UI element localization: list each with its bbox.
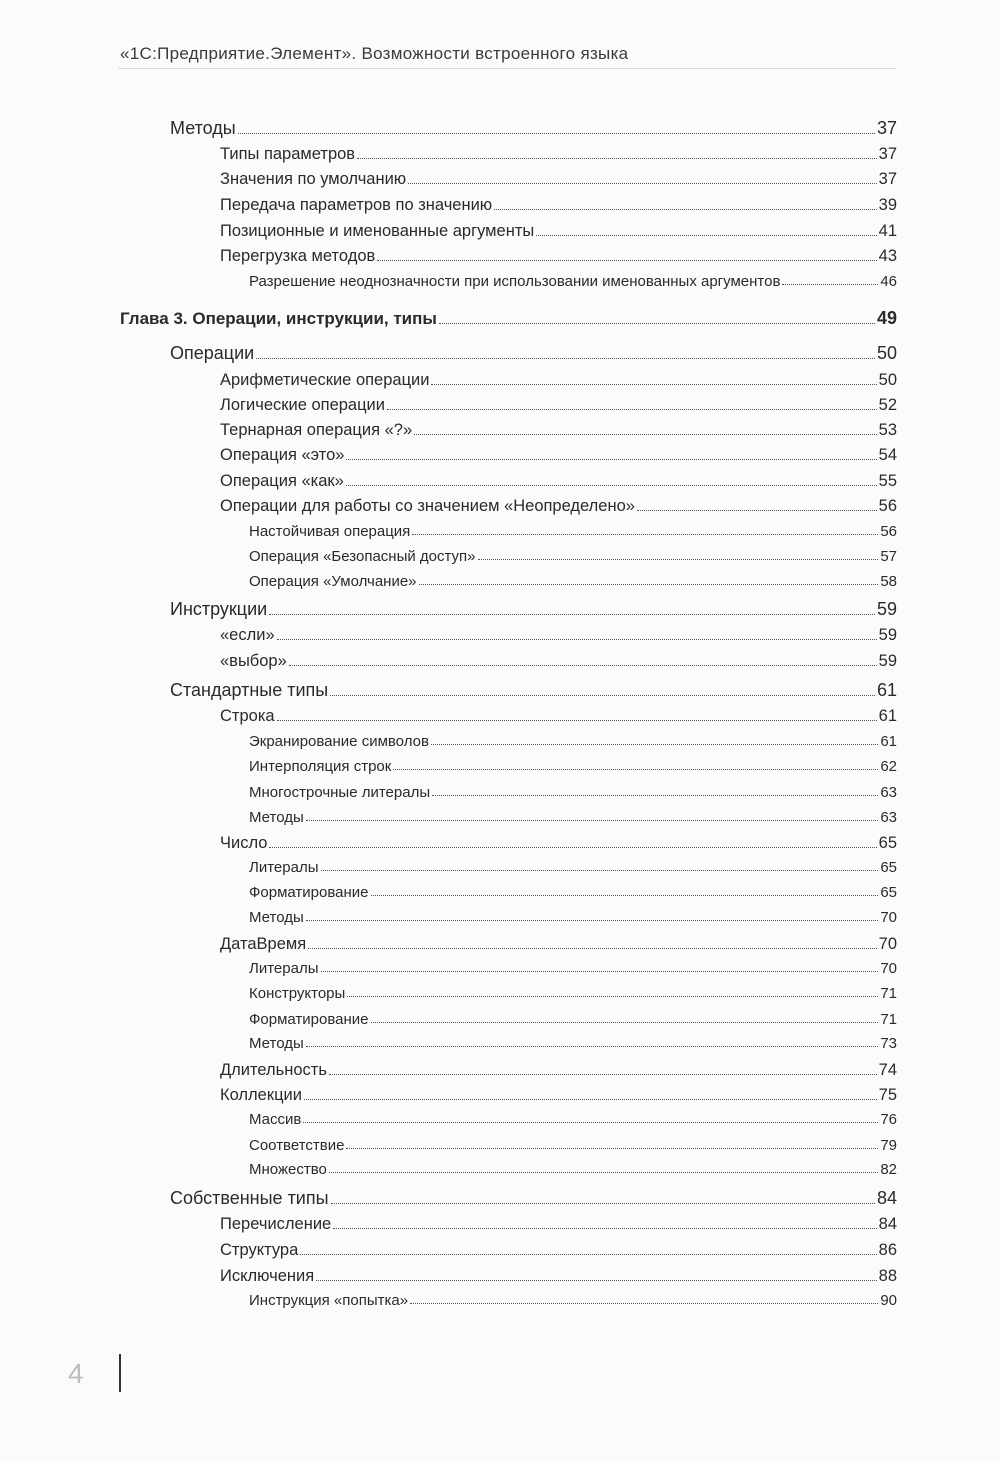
toc-entry-page: 75 bbox=[878, 1086, 897, 1104]
toc-entry bbox=[170, 1188, 897, 1209]
toc-entry-page: 39 bbox=[878, 196, 897, 214]
toc-entry-title: Операция «это» bbox=[220, 446, 345, 464]
toc-entry-title: Разрешение неоднозначности при использовании именованных аргументов bbox=[249, 273, 781, 290]
toc-entry-title: Структура bbox=[220, 1241, 299, 1259]
toc-dot-leader bbox=[432, 795, 878, 796]
toc-entry-page: 43 bbox=[878, 247, 897, 265]
toc-entry bbox=[220, 1267, 897, 1286]
toc-entry bbox=[220, 626, 897, 645]
toc-entry-title: Строка bbox=[220, 707, 275, 725]
toc-entry-page: 88 bbox=[878, 1267, 897, 1285]
toc-entry-page: 37 bbox=[878, 145, 897, 163]
toc-dot-leader bbox=[782, 284, 878, 285]
toc-entry-page: 63 bbox=[880, 784, 897, 801]
toc-entry bbox=[249, 273, 897, 290]
toc-entry-page: 55 bbox=[878, 472, 897, 490]
toc-entry-page: 63 bbox=[880, 809, 897, 826]
toc-dot-leader bbox=[277, 639, 877, 640]
toc-entry-page: 52 bbox=[878, 396, 897, 414]
toc-dot-leader bbox=[269, 847, 876, 848]
toc-entry-page: 58 bbox=[880, 573, 897, 590]
toc-entry bbox=[220, 196, 897, 215]
toc-dot-leader bbox=[329, 1074, 877, 1075]
toc-entry-title: Операции bbox=[170, 343, 255, 363]
toc-entry-page: 65 bbox=[878, 834, 897, 852]
toc-entry-title: Арифметические операции bbox=[220, 371, 430, 389]
toc-entry bbox=[249, 1111, 897, 1128]
toc-entry-title: Методы bbox=[249, 809, 304, 826]
page-number-bar bbox=[119, 1354, 121, 1392]
toc-entry-title: Множество bbox=[249, 1161, 327, 1178]
toc-entry bbox=[170, 343, 897, 364]
toc-entry-title: «выбор» bbox=[220, 652, 287, 670]
running-header: «1С:Предприятие.Элемент». Возможности встроенного языка bbox=[120, 44, 629, 63]
toc-entry-title: Логические операции bbox=[220, 396, 385, 414]
toc-dot-leader bbox=[536, 235, 876, 236]
toc-entry bbox=[249, 1035, 897, 1052]
toc-entry-page: 76 bbox=[880, 1111, 897, 1128]
toc-entry bbox=[220, 707, 897, 726]
toc-entry bbox=[220, 145, 897, 164]
toc-entry-title: Инструкция «попытка» bbox=[249, 1292, 409, 1309]
toc-entry bbox=[220, 1241, 897, 1260]
toc-entry-title: Настойчивая операция bbox=[249, 523, 411, 540]
toc-entry bbox=[249, 859, 897, 876]
toc-entry-title: Передача параметров по значению bbox=[220, 196, 493, 214]
toc-entry bbox=[170, 680, 897, 701]
toc-entry bbox=[249, 1292, 897, 1309]
toc-chapter-entry bbox=[120, 308, 897, 329]
toc-entry-title: Операция «Умолчание» bbox=[249, 573, 417, 590]
toc-entry bbox=[220, 222, 897, 241]
toc-dot-leader bbox=[289, 665, 877, 666]
toc-dot-leader bbox=[306, 820, 879, 821]
toc-dot-leader bbox=[256, 358, 875, 359]
toc-dot-leader bbox=[412, 534, 878, 535]
toc-entry-title: Интерполяция строк bbox=[249, 758, 392, 775]
toc-entry bbox=[249, 758, 897, 775]
toc-dot-leader bbox=[637, 510, 877, 511]
toc-entry-page: 70 bbox=[880, 909, 897, 926]
toc-entry-title: Позиционные и именованные аргументы bbox=[220, 222, 535, 240]
toc-entry bbox=[220, 1215, 897, 1234]
toc-entry-title: Методы bbox=[249, 1035, 304, 1052]
toc-dot-leader bbox=[431, 384, 876, 385]
toc-entry-page: 37 bbox=[876, 118, 897, 138]
toc-dot-leader bbox=[393, 769, 878, 770]
toc-entry-page: 59 bbox=[876, 599, 897, 619]
toc-entry bbox=[249, 523, 897, 540]
toc-entry-title: Форматирование bbox=[249, 884, 369, 901]
toc-entry-page: 84 bbox=[878, 1215, 897, 1233]
toc-entry-title: Тернарная операция «?» bbox=[220, 421, 413, 439]
toc-entry-page: 65 bbox=[880, 884, 897, 901]
toc-entry-title: Методы bbox=[249, 909, 304, 926]
toc-entry bbox=[249, 809, 897, 826]
toc-entry-title: Перечисление bbox=[220, 1215, 332, 1233]
toc-entry-page: 84 bbox=[876, 1188, 897, 1208]
toc-entry-title: Литералы bbox=[249, 859, 319, 876]
toc-dot-leader bbox=[419, 584, 879, 585]
toc-dot-leader bbox=[347, 996, 878, 997]
toc-entry-page: 71 bbox=[880, 985, 897, 1002]
toc-entry-title: Методы bbox=[170, 118, 236, 138]
toc-entry-page: 79 bbox=[880, 1137, 897, 1154]
toc-dot-leader bbox=[333, 1228, 876, 1229]
toc-dot-leader bbox=[346, 459, 876, 460]
toc-entry bbox=[249, 960, 897, 977]
toc-entry bbox=[220, 421, 897, 440]
toc-entry-title: ДатаВремя bbox=[220, 935, 307, 953]
toc-entry bbox=[220, 497, 897, 516]
toc-entry-page: 65 bbox=[880, 859, 897, 876]
toc-entry-title: Форматирование bbox=[249, 1011, 369, 1028]
toc-entry-page: 61 bbox=[880, 733, 897, 750]
toc-entry bbox=[249, 1161, 897, 1178]
toc-entry-title: Операции для работы со значением «Неопределено» bbox=[220, 497, 635, 515]
toc-entry-title: Инструкции bbox=[170, 599, 268, 619]
toc-entry-title: Многострочные литералы bbox=[249, 784, 431, 801]
toc-dot-leader bbox=[300, 1254, 876, 1255]
toc-entry-title: Собственные типы bbox=[170, 1188, 329, 1208]
toc-entry bbox=[220, 247, 897, 266]
toc-dot-leader bbox=[331, 1203, 875, 1204]
toc-entry-title: Число bbox=[220, 834, 268, 852]
toc-entry-title: Соответствие bbox=[249, 1137, 345, 1154]
toc-entry bbox=[249, 784, 897, 801]
toc-dot-leader bbox=[478, 559, 879, 560]
page-number: 4 bbox=[68, 1358, 84, 1389]
toc-dot-leader bbox=[439, 323, 875, 324]
toc-entry-title: Значения по умолчанию bbox=[220, 170, 407, 188]
toc-entry-page: 62 bbox=[880, 758, 897, 775]
toc-entry-title: Операция «Безопасный доступ» bbox=[249, 548, 476, 565]
toc-entry-title: Операция «как» bbox=[220, 472, 344, 490]
toc-entry bbox=[220, 371, 897, 390]
header-divider bbox=[118, 68, 896, 69]
toc-dot-leader bbox=[303, 1122, 878, 1123]
toc-entry-title: «если» bbox=[220, 626, 275, 644]
toc-entry-page: 54 bbox=[878, 446, 897, 464]
toc-entry-title: Длительность bbox=[220, 1061, 327, 1079]
toc-entry bbox=[249, 909, 897, 926]
toc-entry bbox=[249, 1137, 897, 1154]
toc-dot-leader bbox=[238, 133, 875, 134]
toc-entry bbox=[170, 118, 897, 139]
toc-entry bbox=[249, 1011, 897, 1028]
toc-entry-page: 61 bbox=[876, 680, 897, 700]
toc-dot-leader bbox=[321, 870, 879, 871]
toc-entry-page: 59 bbox=[878, 652, 897, 670]
toc-entry-title: Массив bbox=[249, 1111, 302, 1128]
toc-entry bbox=[220, 396, 897, 415]
toc-entry bbox=[249, 985, 897, 1002]
toc-entry-page: 74 bbox=[878, 1061, 897, 1079]
toc-entry bbox=[220, 1061, 897, 1080]
toc-entry-page: 50 bbox=[878, 371, 897, 389]
toc-entry-page: 41 bbox=[878, 222, 897, 240]
toc-entry-title: Типы параметров bbox=[220, 145, 356, 163]
toc-entry bbox=[220, 935, 897, 954]
toc-entry-page: 49 bbox=[876, 308, 897, 328]
toc-entry-title: Стандартные типы bbox=[170, 680, 329, 700]
toc-entry-page: 71 bbox=[880, 1011, 897, 1028]
toc-entry bbox=[220, 834, 897, 853]
toc-entry-page: 46 bbox=[880, 273, 897, 290]
toc-dot-leader bbox=[431, 744, 878, 745]
toc-dot-leader bbox=[330, 695, 875, 696]
toc-dot-leader bbox=[269, 614, 875, 615]
toc-entry-page: 57 bbox=[880, 548, 897, 565]
toc-dot-leader bbox=[410, 1303, 878, 1304]
toc-dot-leader bbox=[494, 209, 876, 210]
toc-entry bbox=[220, 472, 897, 491]
toc-dot-leader bbox=[306, 920, 879, 921]
toc-entry-page: 86 bbox=[878, 1241, 897, 1259]
toc-entry-page: 73 bbox=[880, 1035, 897, 1052]
toc-entry-title: Конструкторы bbox=[249, 985, 346, 1002]
toc-dot-leader bbox=[371, 1022, 879, 1023]
toc-entry-title: Литералы bbox=[249, 960, 319, 977]
toc-entry bbox=[249, 733, 897, 750]
toc-dot-leader bbox=[306, 1046, 879, 1047]
toc-entry bbox=[170, 599, 897, 620]
toc-entry-page: 56 bbox=[880, 523, 897, 540]
toc-entry-page: 53 bbox=[878, 421, 897, 439]
toc-entry-page: 82 bbox=[880, 1161, 897, 1178]
toc-entry-page: 59 bbox=[878, 626, 897, 644]
toc-entry bbox=[220, 652, 897, 671]
toc-entry-title: Перегрузка методов bbox=[220, 247, 376, 265]
toc-dot-leader bbox=[387, 409, 877, 410]
toc-entry bbox=[220, 170, 897, 189]
toc-dot-leader bbox=[304, 1099, 877, 1100]
toc-dot-leader bbox=[357, 158, 877, 159]
toc-entry-title: Экранирование символов bbox=[249, 733, 429, 750]
toc-entry-page: 70 bbox=[880, 960, 897, 977]
toc-entry bbox=[220, 446, 897, 465]
toc-dot-leader bbox=[414, 434, 877, 435]
toc-entry-page: 90 bbox=[880, 1292, 897, 1309]
toc-dot-leader bbox=[316, 1280, 876, 1281]
toc-entry bbox=[249, 884, 897, 901]
toc-dot-leader bbox=[371, 895, 879, 896]
toc-dot-leader bbox=[346, 485, 877, 486]
toc-entry bbox=[249, 548, 897, 565]
toc-entry bbox=[249, 573, 897, 590]
toc-dot-leader bbox=[308, 948, 876, 949]
toc-entry-page: 61 bbox=[878, 707, 897, 725]
toc-dot-leader bbox=[377, 260, 876, 261]
toc-entry-page: 56 bbox=[878, 497, 897, 515]
toc-entry-title: Коллекции bbox=[220, 1086, 302, 1104]
toc-entry-title: Исключения bbox=[220, 1267, 315, 1285]
toc-dot-leader bbox=[321, 971, 879, 972]
toc-entry-title: Глава 3. Операции, инструкции, типы bbox=[120, 309, 437, 328]
toc-dot-leader bbox=[346, 1148, 878, 1149]
toc-entry-page: 37 bbox=[878, 170, 897, 188]
toc-entry bbox=[220, 1086, 897, 1105]
toc-dot-leader bbox=[408, 183, 876, 184]
toc-dot-leader bbox=[277, 720, 877, 721]
toc-entry-page: 50 bbox=[876, 343, 897, 363]
toc-entry-page: 70 bbox=[878, 935, 897, 953]
toc-dot-leader bbox=[329, 1172, 878, 1173]
